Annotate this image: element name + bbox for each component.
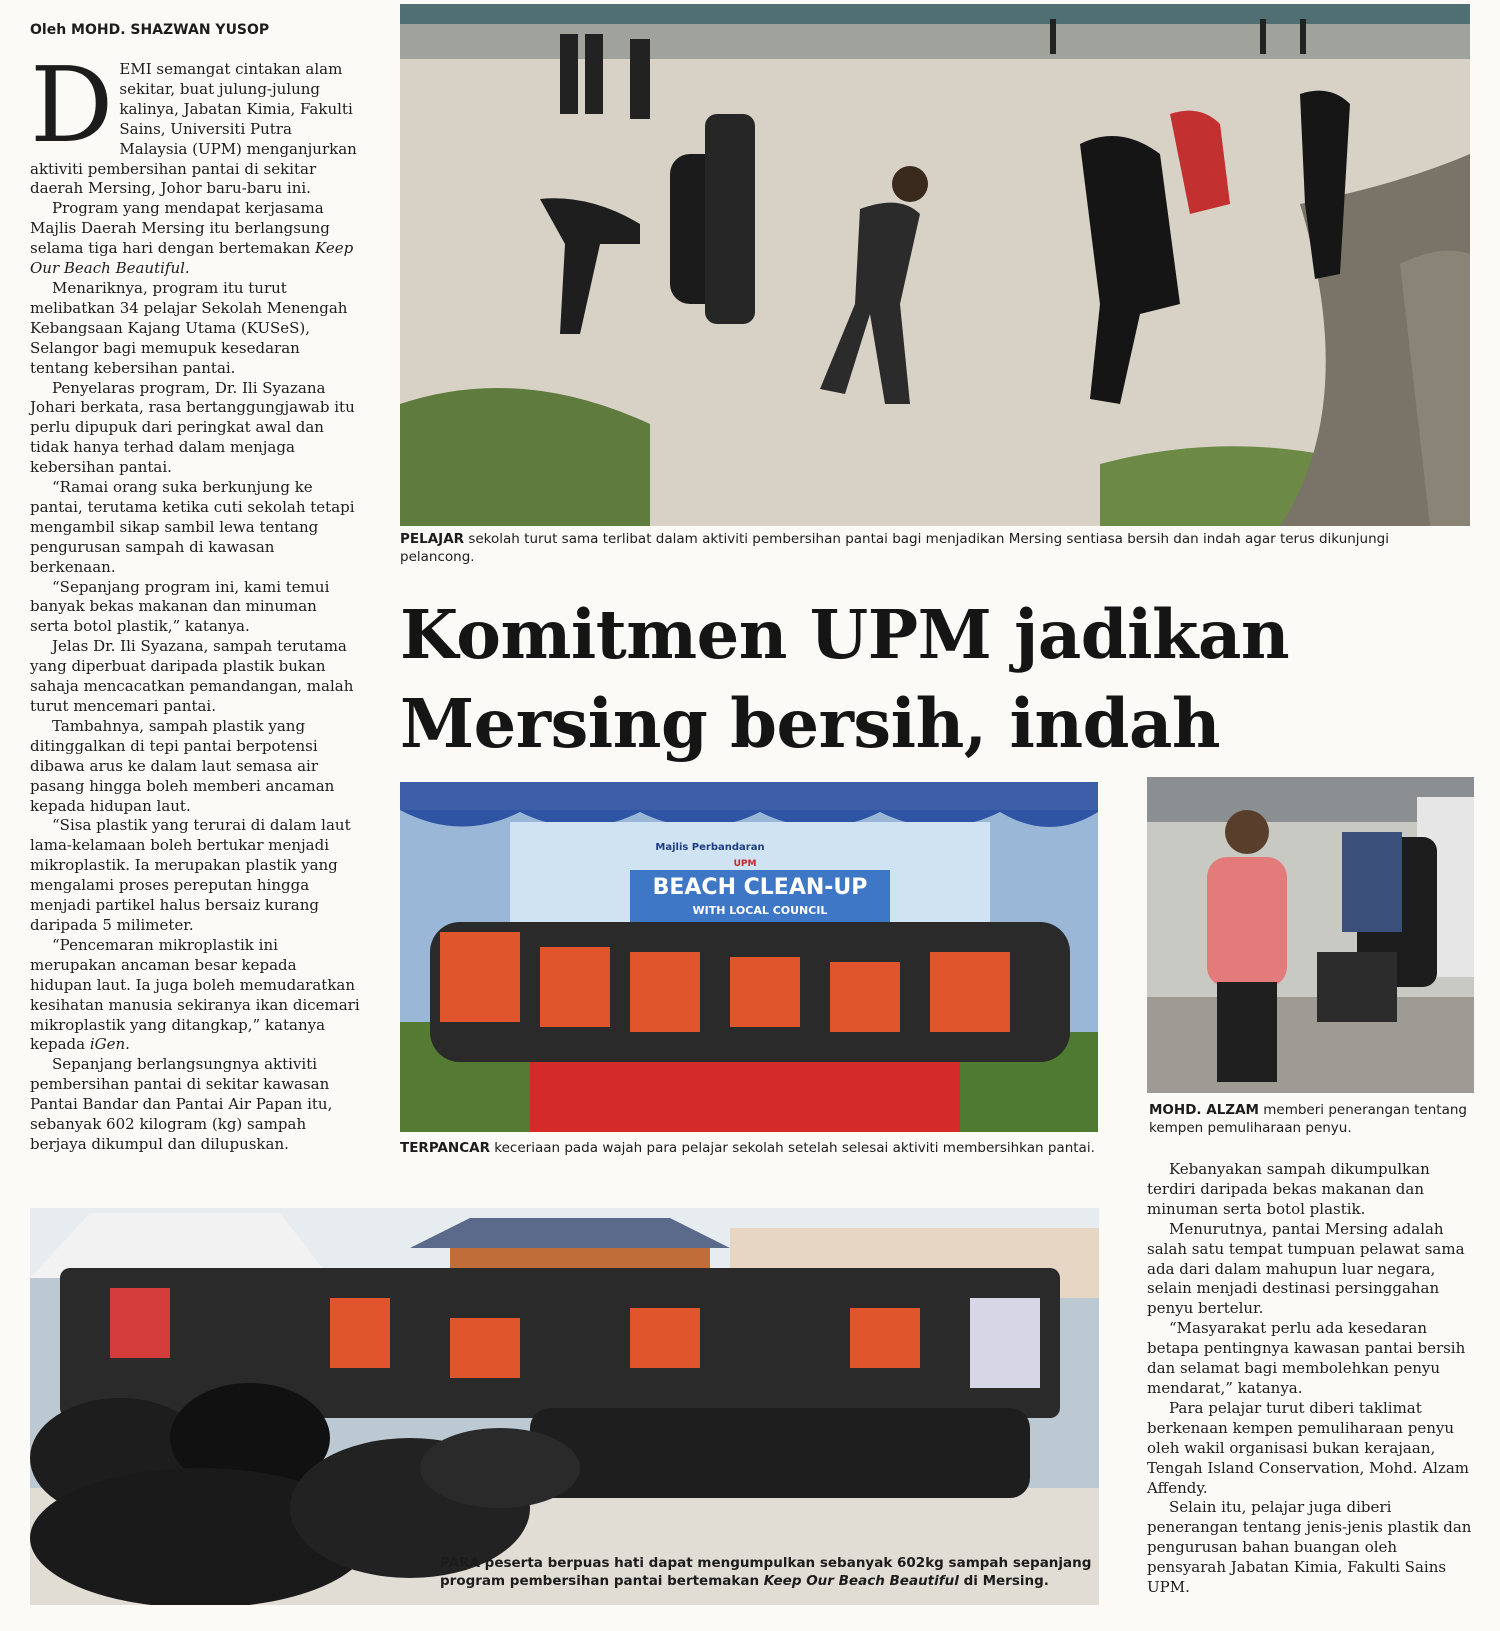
article-paragraph: “Masyarakat perlu ada kesedaran betapa pentingnya kawasan pantai bersih dan selamat bagi membolehkan penyu mendarat,” katanya.: [1147, 1319, 1466, 1397]
article-paragraph: “Sisa plastik yang terurai di dalam laut lama-kelamaan boleh bertukar menjadi mikroplastik. Ia merupakan plastik yang mengalami proses pereputan hingga menjadi partikel halus bersaiz kurang daripada 5 milimeter.: [30, 816, 351, 934]
article-paragraph: Menariknya, program itu turut melibatkan 34 pelajar Sekolah Menengah Kebangsaan Kajang Utama (KUSeS), Selangor bagi memupuk kesedaran tentang kebersihan pantai.: [30, 278, 348, 377]
byline: Oleh MOHD. SHAZWAN YUSOP: [30, 22, 270, 38]
article-left-column: [30, 44, 360, 1155]
banner-subtitle: WITH LOCAL COUNCIL: [692, 904, 828, 917]
article-paragraph: “Ramai orang suka berkunjung ke pantai, terutama ketika cuti sekolah tetapi mengambil sikap sambil lewa tentang pengurusan sampah di kawasan berkenaan.: [30, 478, 355, 576]
banner-title: BEACH CLEAN-UP: [652, 875, 868, 900]
article-paragraph: Kebanyakan sampah dikumpulkan terdiri daripada bekas makanan dan minuman serta botol plastik.: [1147, 1160, 1430, 1218]
speaker-photo: [1147, 777, 1474, 1093]
banner-logo-text: UPM: [733, 859, 757, 869]
article-right-column: [1147, 1160, 1472, 1598]
igen-italic: iGen.: [89, 1035, 130, 1054]
article-paragraph: “Sepanjang program ini, kami temui banyak bekas makanan dan minuman serta botol plastik,” katanya.: [30, 577, 330, 636]
article-paragraph: Selain itu, pelajar juga diberi penerangan tentang jenis-jenis plastik dan pengurusan bahan buangan oleh pensyarah Jabatan Kimia, Fakulti Sains UPM.: [1147, 1498, 1472, 1597]
group-photo-caption: TERPANCAR keceriaan pada wajah para pelajar sekolah setelah selesai aktiviti membersihkan pantai.: [400, 1140, 1095, 1156]
article-paragraph: Program yang mendapat kerjasama Majlis Daerah Mersing itu berlangsung selama tiga hari dengan bertemakan Keep Our Beach Beautiful.: [30, 199, 354, 278]
beach-photo-caption: PELAJAR sekolah turut sama terlibat dalam aktiviti pembersihan pantai bagi menjadikan Mersing sentiasa bersih dan indah agar terus dikunjungi pelancong.: [400, 531, 1389, 565]
participants-bags-photo: [30, 1208, 1099, 1605]
article-paragraph: Menurutnya, pantai Mersing adalah salah satu tempat tumpuan pelawat sama ada dari dalam mahupun luar negara, selain menjadi destinasi persinggahan penyu bertelur.: [1147, 1219, 1465, 1318]
article-paragraph: Sepanjang berlangsungnya aktiviti pembersihan pantai di sekitar kawasan Pantai Bandar dan Pantai Air Papan itu, sebanyak 602 kilogram (kg) sampah berjaya dikumpul dan dilupuskan.: [30, 1055, 333, 1153]
article-paragraph: Jelas Dr. Ili Syazana, sampah terutama yang diperbuat daripada plastik bukan sahaja mencacatkan pemandangan, malah turut mencemari pantai.: [30, 637, 354, 715]
drop-cap: D: [30, 44, 114, 166]
backdrop-text: Majlis Perbandaran: [655, 842, 765, 853]
article-paragraph: DEMI semangat cintakan alam sekitar, buat julung-julung kalinya, Jabatan Kimia, Fakulti Sains, Universiti Putra Malaysia (UPM) menganjurkan aktiviti pembersihan pantai di sekitar daerah Mersing, Johor baru-baru ini.: [30, 44, 357, 198]
beach-cleanup-photo: [400, 4, 1470, 526]
headline-line-1: Komitmen UPM jadikan: [400, 595, 1290, 674]
article-paragraph: Tambahnya, sampah plastik yang ditinggalkan di tepi pantai berpotensi dibawa arus ke dalam laut semasa air pasang hingga boleh memberi ancaman kepada hidupan laut.: [30, 716, 335, 815]
article-paragraph: Penyelaras program, Dr. Ili Syazana Johari berkata, rasa bertanggungjawab itu perlu dipupuk dari peringkat awal dan tidak hanya terhad dalam menjaga kebersihan pantai.: [30, 378, 355, 477]
theme-italic: Keep Our Beach Beautiful.: [30, 239, 354, 278]
article-paragraph: “Pencemaran mikroplastik ini merupakan ancaman besar kepada hidupan laut. Ia juga boleh memudaratkan kesihatan manusia sekiranya ikan dicemari mikroplastik yang ditangkap,” katanya kepada iGen.: [30, 935, 360, 1054]
speaker-photo-caption: MOHD. ALZAM memberi penerangan tentang kempen pemuliharaan penyu.: [1149, 1102, 1467, 1136]
group-stage-photo: [400, 782, 1098, 1132]
headline: [400, 590, 1400, 768]
article-paragraph: Para pelajar turut diberi taklimat berkenaan kempen pemuliharaan penyu oleh wakil organisasi bukan kerajaan, Tengah Island Conservation, Mohd. Alzam Affendy.: [1147, 1398, 1470, 1497]
bags-photo-caption: PARA peserta berpuas hati dapat mengumpulkan sebanyak 602kg sampah sepanjang program pembersihan pantai bertemakan Keep Our Beach Beautiful di Mersing.: [440, 1555, 1092, 1589]
headline-line-2: Mersing bersih, indah: [400, 684, 1221, 763]
